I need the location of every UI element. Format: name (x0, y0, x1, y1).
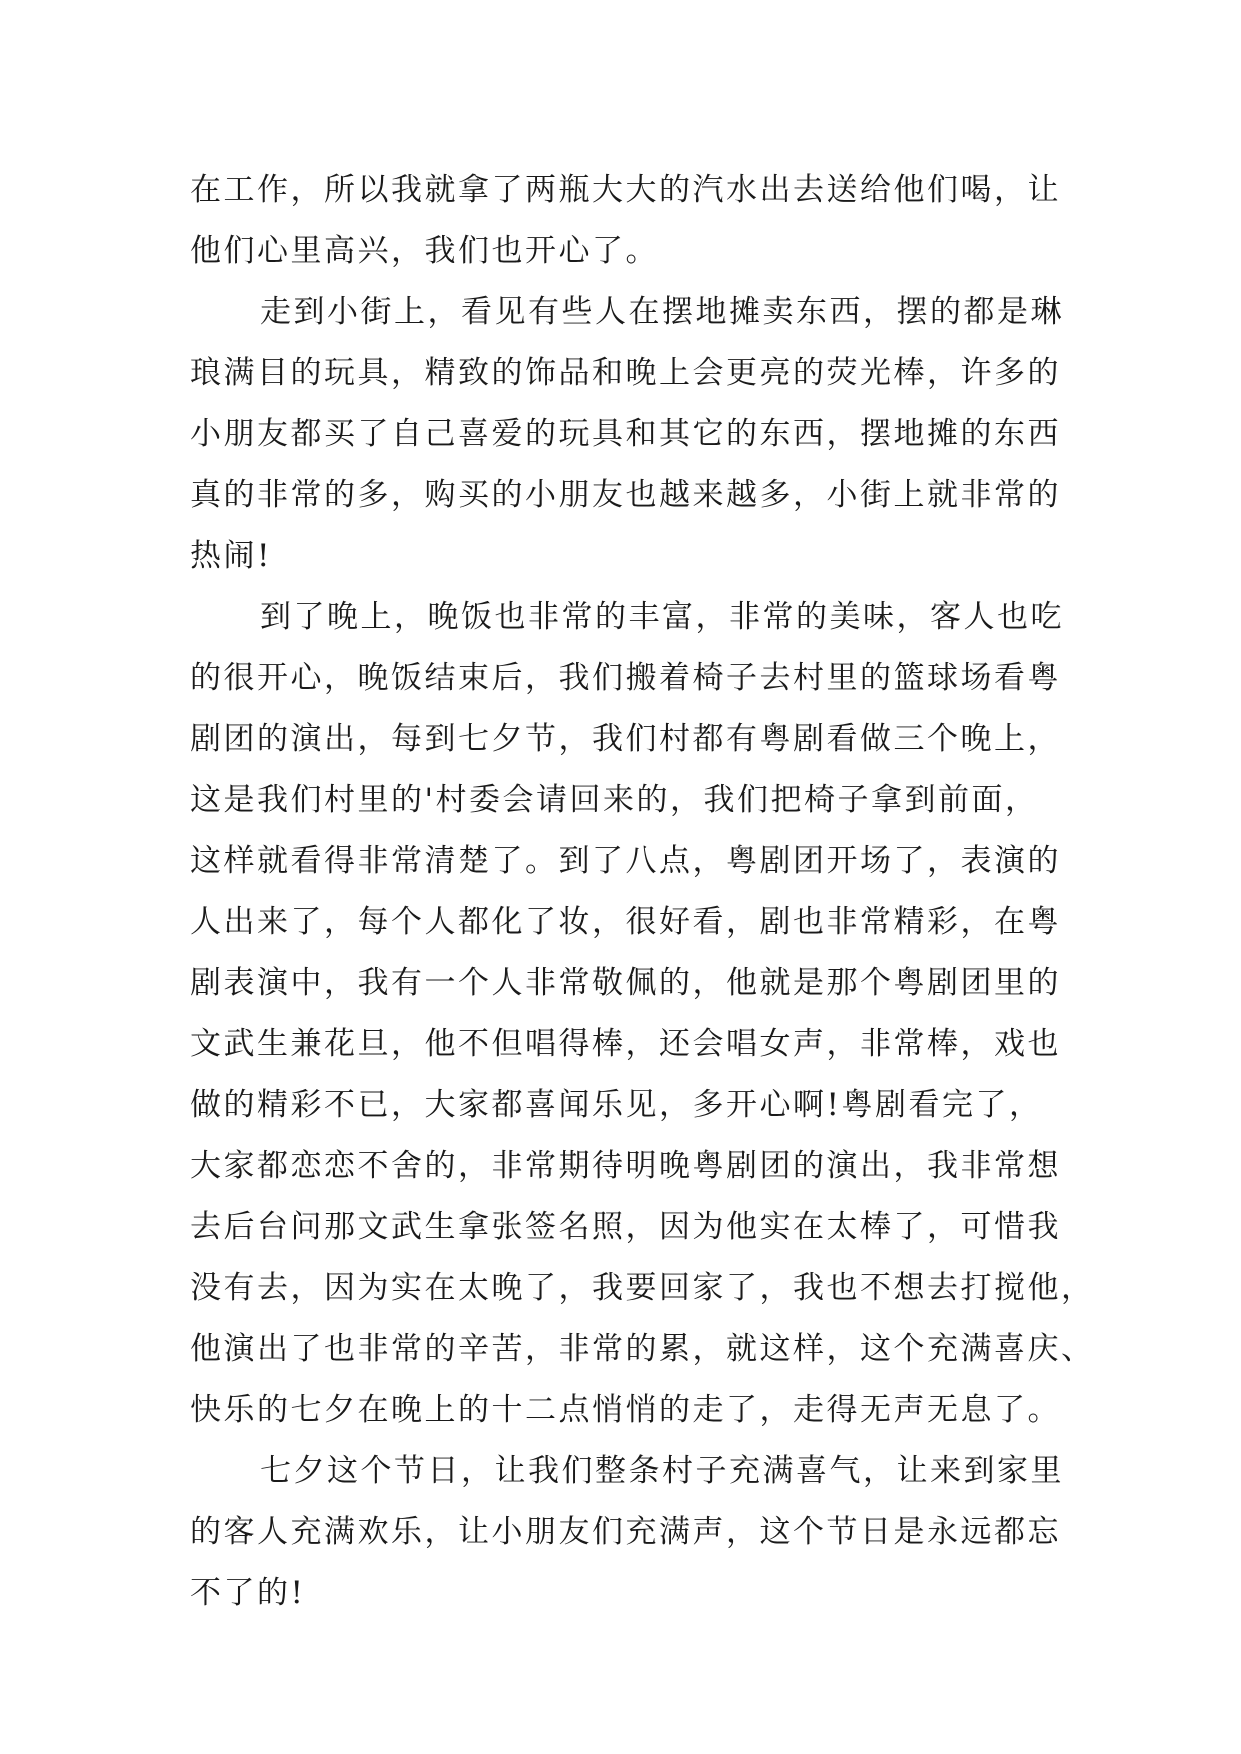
text-line: 大家都恋恋不舍的，非常期待明晚粤剧团的演出，我非常想 (190, 1148, 1061, 1184)
text-line: 的客人充满欢乐，让小朋友们充满声，这个节日是永远都忘 (190, 1514, 1061, 1550)
text-line: 没有去，因为实在太晚了，我要回家了，我也不想去打搅他， (190, 1270, 1095, 1306)
text-line: 这是我们村里的'村委会请回来的，我们把椅子拿到前面， (190, 782, 1039, 818)
text-line: 热闹! (190, 538, 272, 574)
text-line: 快乐的七夕在晚上的十二点悄悄的走了，走得无声无息了。 (190, 1392, 1061, 1428)
text-line: 琅满目的玩具，精致的饰品和晚上会更亮的荧光棒，许多的 (190, 355, 1061, 391)
text-line: 走到小街上，看见有些人在摆地摊卖东西，摆的都是琳 (260, 294, 1064, 330)
text-line: 真的非常的多，购买的小朋友也越来越多，小街上就非常的 (190, 477, 1061, 513)
text-line: 去后台问那文武生拿张签名照，因为他实在太棒了，可惜我 (190, 1209, 1061, 1245)
text-line: 这样就看得非常清楚了。到了八点，粤剧团开场了，表演的 (190, 843, 1061, 879)
text-line: 小朋友都买了自己喜爱的玩具和其它的东西，摆地摊的东西 (190, 416, 1061, 452)
text-line: 不了的! (190, 1575, 306, 1611)
text-line: 到了晚上，晚饭也非常的丰富，非常的美味，客人也吃 (260, 599, 1064, 635)
text-line: 的很开心，晚饭结束后，我们搬着椅子去村里的篮球场看粤 (190, 660, 1061, 696)
text-line: 剧团的演出，每到七夕节，我们村都有粤剧看做三个晚上， (190, 721, 1061, 757)
text-line: 剧表演中，我有一个人非常敬佩的，他就是那个粤剧团里的 (190, 965, 1061, 1001)
text-line: 文武生兼花旦，他不但唱得棒，还会唱女声，非常棒，戏也 (190, 1026, 1061, 1062)
text-line: 七夕这个节日，让我们整条村子充满喜气，让来到家里 (260, 1453, 1064, 1489)
text-line: 在工作，所以我就拿了两瓶大大的汽水出去送给他们喝，让 (190, 172, 1061, 208)
text-line: 人出来了，每个人都化了妆，很好看，剧也非常精彩，在粤 (190, 904, 1061, 940)
text-line: 他演出了也非常的辛苦，非常的累，就这样，这个充满喜庆、 (190, 1331, 1095, 1367)
text-line: 他们心里高兴，我们也开心了。 (190, 233, 659, 269)
text-line: 做的精彩不已，大家都喜闻乐见，多开心啊!粤剧看完了， (190, 1087, 1043, 1123)
body-text (190, 160, 1095, 1624)
